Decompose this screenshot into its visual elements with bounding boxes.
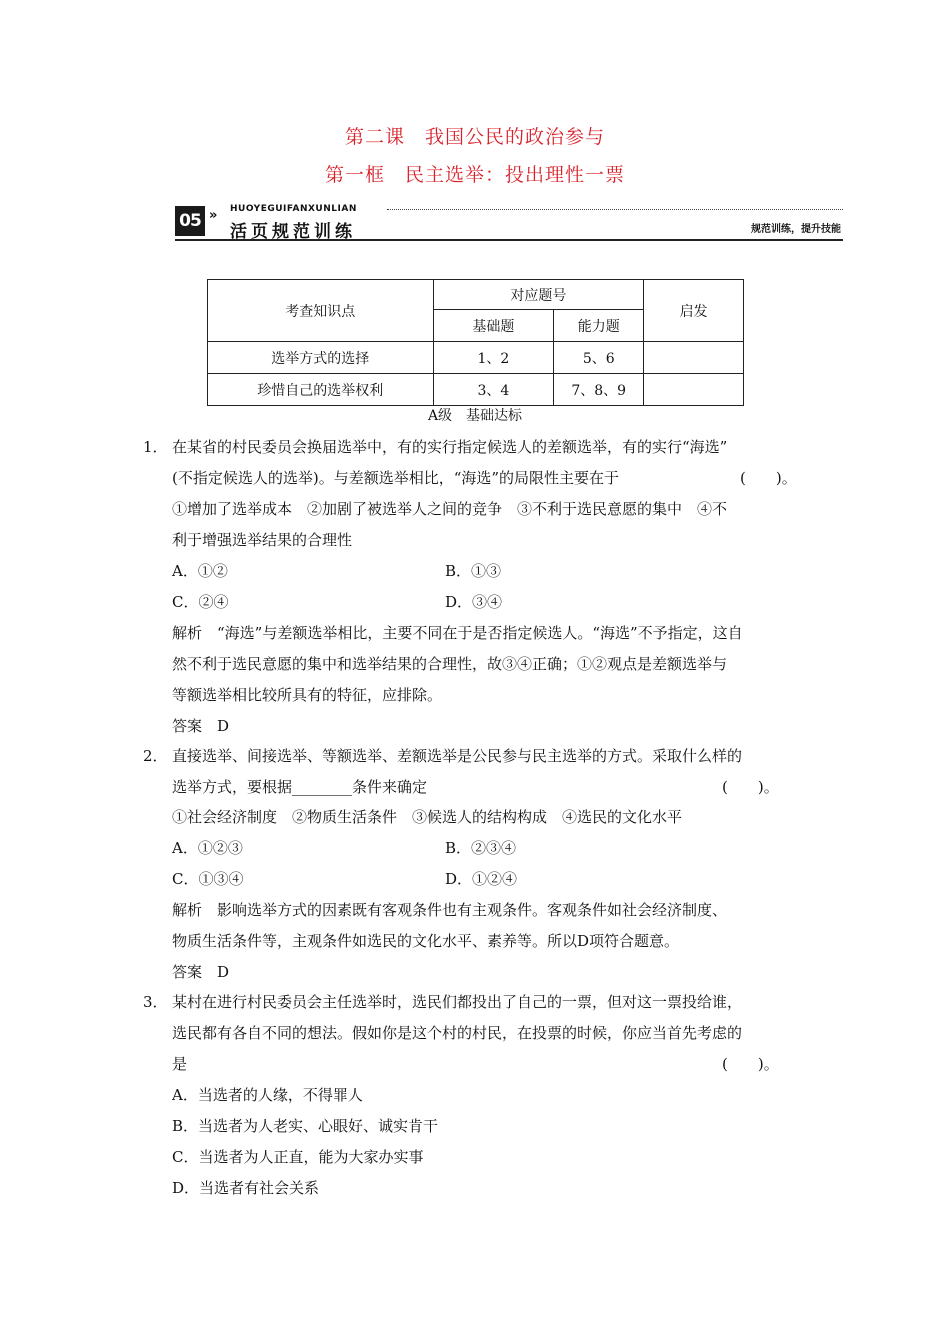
header-basic: 基础题	[433, 310, 554, 342]
q1-number: 1．	[143, 438, 168, 456]
section-number-badge: 05	[175, 206, 205, 236]
q1-analysis-line: 然不利于选民意愿的集中和选举结果的合理性，故③④正确；①②观点是差额选举与	[172, 655, 728, 673]
q2-option-c: C．①③④	[172, 870, 244, 888]
q3-option-a: A．当选者的人缘，不得罪人	[172, 1086, 363, 1104]
frame-title: 第一框 民主选举：投出理性一票	[324, 164, 625, 186]
q2-analysis-line: 物质生活条件等，主观条件如选民的文化水平、素养等。所以D项符合题意。	[172, 932, 680, 950]
q3-number: 3．	[143, 993, 168, 1011]
q1-answer: 答案 D	[172, 717, 230, 735]
banner-rule	[175, 239, 843, 241]
q1-stem-line: (不指定候选人的选举)。与差额选举相比，“海选”的局限性主要在于	[172, 469, 620, 487]
q1-option-a: A．①②	[172, 562, 228, 580]
q1-analysis-line: 等额选举相比较所具有的特征，应排除。	[172, 686, 443, 704]
q1-stem-line: 在某省的村民委员会换届选举中，有的实行指定候选人的差额选举，有的实行“海选”	[172, 438, 728, 456]
header-ability: 能力题	[554, 310, 644, 342]
level-heading: A级 基础达标	[427, 408, 523, 424]
q1-option-d: D．③④	[445, 593, 503, 611]
banner-slogan: 规范训练，提升技能	[751, 224, 841, 235]
q2-items-line: ①社会经济制度 ②物质生活条件 ③候选人的结构构成 ④选民的文化水平	[172, 808, 683, 826]
header-knowledge: 考查知识点	[208, 280, 434, 342]
double-chevron-icon: »	[209, 208, 218, 223]
section-banner	[175, 200, 843, 242]
knowledge-table	[207, 279, 744, 406]
q1-items-line: ①增加了选举成本 ②加剧了被选举人之间的竞争 ③不利于选民意愿的集中 ④不	[172, 500, 728, 518]
q1-option-c: C．②④	[172, 593, 229, 611]
q1-answer-paren: ( )。	[740, 469, 797, 487]
q2-analysis-line: 解析 影响选举方式的因素既有客观条件也有主观条件。客观条件如社会经济制度、	[172, 901, 728, 919]
header-inspire: 启发	[644, 280, 744, 342]
q2-stem-line: 直接选举、间接选举、等额选举、差额选举是公民参与民主选举的方式。采取什么样的	[172, 747, 743, 765]
q2-stem-line: 选举方式，要根据________条件来确定	[172, 778, 428, 796]
banner-pinyin: HUOYEGUIFANXUNLIAN	[230, 204, 357, 214]
q1-analysis-line: 解析 “海选”与差额选举相比，主要不同在于是否指定候选人。“海选”不予指定，这自	[172, 624, 743, 642]
banner-title: 活页规范训练	[230, 222, 356, 242]
lesson-title: 第二课 我国公民的政治参与	[344, 126, 605, 148]
q3-option-c: C．当选者为人正直，能为大家办实事	[172, 1148, 424, 1166]
q2-option-b: B．②③④	[445, 839, 517, 857]
q1-option-b: B．①③	[445, 562, 502, 580]
q2-option-a: A．①②③	[172, 839, 243, 857]
q3-option-b: B．当选者为人老实、心眼好、诚实肯干	[172, 1117, 439, 1135]
q3-stem-line: 是	[172, 1055, 188, 1073]
q2-answer-paren: ( )。	[722, 778, 779, 796]
q2-answer: 答案 D	[172, 963, 230, 981]
table-row: 珍惜自己的选举权利 3、4 7、8、9	[208, 374, 744, 406]
q3-option-d: D．当选者有社会关系	[172, 1179, 320, 1197]
q3-stem-line: 某村在进行村民委员会主任选举时，选民们都投出了自己的一票，但对这一票投给谁，	[172, 993, 743, 1011]
header-questions: 对应题号	[433, 280, 644, 310]
dotted-divider	[387, 209, 843, 210]
q2-option-d: D．①②④	[445, 870, 518, 888]
q3-stem-line: 选民都有各自不同的想法。假如你是这个村的村民，在投票的时候，你应当首先考虑的	[172, 1024, 743, 1042]
table-row: 选举方式的选择 1、2 5、6	[208, 342, 744, 374]
q2-number: 2．	[143, 747, 168, 765]
q3-answer-paren: ( )。	[722, 1055, 779, 1073]
q1-items-line: 利于增强选举结果的合理性	[172, 531, 353, 549]
